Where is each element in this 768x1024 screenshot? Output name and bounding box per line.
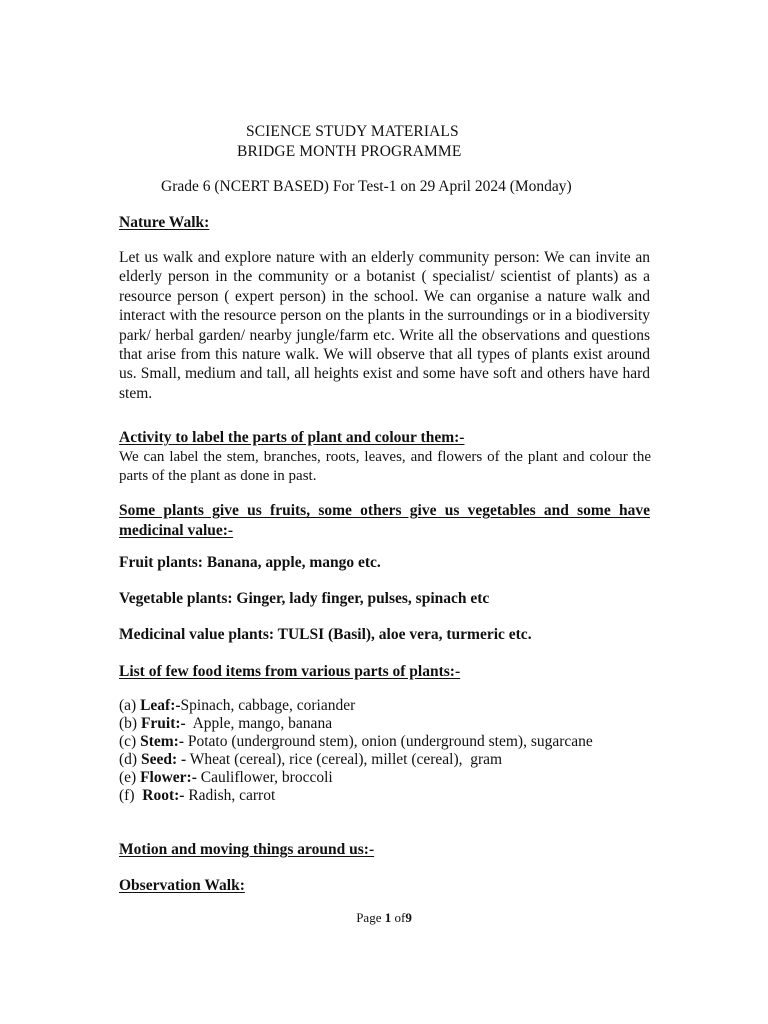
list-item: (e) Flower:- Cauliflower, broccoli bbox=[119, 769, 333, 786]
fruit-plants-line: Fruit plants: Banana, apple, mango etc. bbox=[119, 554, 381, 571]
food-items-list bbox=[119, 697, 593, 805]
page-total: 9 bbox=[405, 910, 412, 925]
activity-paragraph: We can label the stem, branches, roots, leaves, and flowers of the plant and colour the parts of the plant as done in past. bbox=[119, 449, 651, 484]
activity-heading: Activity to label the parts of plant and colour them:- bbox=[119, 429, 465, 446]
list-item: (b) Fruit:- Apple, mango, banana bbox=[119, 715, 333, 732]
list-item: (c) Stem:- Potato (underground stem), onion (underground stem), sugarcane bbox=[119, 733, 593, 750]
medicinal-plants-line: Medicinal value plants: TULSI (Basil), aloe vera, turmeric etc. bbox=[119, 626, 532, 643]
page-label: Page bbox=[356, 910, 382, 925]
food-items-heading: List of few food items from various parts of plants:- bbox=[119, 663, 461, 680]
plants-heading: Some plants give us fruits, some others give us vegetables and some have medicinal value:- bbox=[119, 502, 650, 539]
doc-title: SCIENCE STUDY MATERIALS bbox=[246, 123, 459, 140]
observation-walk-heading: Observation Walk: bbox=[119, 877, 245, 894]
doc-grade-line: Grade 6 (NCERT BASED) For Test-1 on 29 April 2024 (Monday) bbox=[161, 178, 572, 195]
of-label: of bbox=[394, 910, 406, 925]
list-item: (f) Root:- Radish, carrot bbox=[119, 787, 276, 804]
page-footer bbox=[0, 910, 768, 926]
page-number: 1 bbox=[384, 910, 392, 925]
nature-walk-heading: Nature Walk: bbox=[119, 214, 210, 231]
vegetable-plants-line: Vegetable plants: Ginger, lady finger, pulses, spinach etc bbox=[119, 590, 490, 607]
motion-heading: Motion and moving things around us:- bbox=[119, 841, 375, 858]
doc-subtitle: BRIDGE MONTH PROGRAMME bbox=[237, 143, 462, 160]
list-item: (a) Leaf:-Spinach, cabbage, coriander bbox=[119, 697, 356, 714]
list-item: (d) Seed: - Wheat (cereal), rice (cereal), millet (cereal), gram bbox=[119, 751, 503, 768]
nature-walk-paragraph: Let us walk and explore nature with an elderly community person: We can invite an elderly person in the community or a botanist ( specialist/ scientist of plants) as a resource person ( expert person) in the school. We can organise a nature walk and interact with the resource person on the plants in the surroundings or in a biodiversity park/ herbal garden/ nearby jungle/farm etc. Write all the observations and questions that arise from this nature walk. We will observe that all types of plants exist around us. Small, medium and tall, all heights exist and some have soft and others have hard stem. bbox=[119, 249, 650, 402]
